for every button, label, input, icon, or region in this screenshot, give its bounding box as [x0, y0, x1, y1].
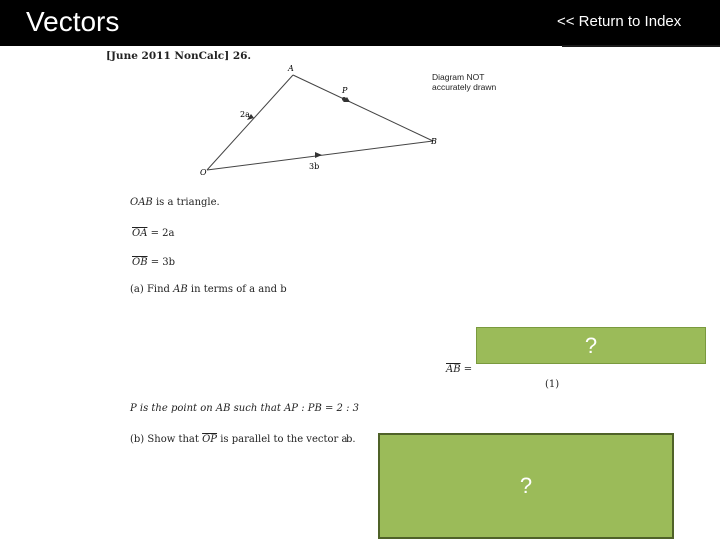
reveal-answer-b-button[interactable]: [378, 433, 674, 539]
diagram-note: [432, 72, 496, 92]
marks-a: (1): [545, 379, 560, 390]
p-statement-text-2: such that AP : PB = 2 : 3: [233, 403, 360, 414]
oa-line: [132, 228, 175, 239]
oa-value: = 2a: [150, 228, 175, 239]
answer-a-equals: =: [463, 364, 473, 375]
part-a-text-2: in terms of a and b: [190, 284, 287, 295]
label-3b: 3b: [309, 162, 320, 171]
page-title: Vectors: [26, 6, 120, 37]
part-b-label: (b): [130, 434, 145, 445]
ob-vector: $\overline{OB}$: [132, 257, 148, 268]
part-a-label: (a): [130, 284, 144, 295]
arrow-ob: [315, 152, 322, 158]
oa-vector: $\overline{OA}$: [132, 228, 148, 239]
return-to-index-link[interactable]: << Return to Index: [557, 13, 682, 30]
triangle-name: OAB: [130, 197, 153, 208]
part-a-line: [130, 284, 287, 295]
part-b-text-2: is parallel to the vector a: [220, 434, 348, 445]
point-p: [342, 97, 346, 101]
p-statement-text-1: P is the point on: [130, 403, 213, 414]
part-b-line: [130, 434, 347, 445]
question-source: [June 2011 NonCalc] 26.: [106, 50, 252, 62]
part-b-text-1: Show that: [147, 434, 199, 445]
p-statement: [130, 403, 359, 414]
label-b: B: [431, 137, 437, 146]
statement-line: [130, 197, 220, 208]
triangle-diagram: [190, 58, 450, 178]
label-a: A: [288, 64, 294, 73]
statement-text: is a triangle.: [155, 197, 220, 208]
part-a-vector: AB: [173, 284, 188, 295]
answer-a-line: [446, 364, 472, 375]
reveal-answer-a-label: ?: [584, 332, 598, 358]
answer-a-vector: $\overline{AB}$: [446, 364, 461, 375]
part-a-text-1: Find: [146, 284, 170, 295]
label-p: P: [342, 86, 348, 95]
diagram-note-line-1: Diagram NOT: [432, 72, 485, 82]
label-2a: 2a: [240, 110, 250, 119]
return-link-underline: [562, 45, 720, 47]
reveal-answer-b-label: ?: [519, 473, 533, 498]
label-o: O: [200, 168, 207, 177]
diagram-note-line-2: accurately drawn: [432, 82, 497, 92]
ob-line: [132, 257, 175, 268]
part-b-tail: b.: [346, 434, 356, 445]
part-b-vector: $\overline{OP}$: [202, 434, 218, 445]
reveal-answer-a-button[interactable]: [476, 327, 706, 364]
ob-value: = 3b: [150, 257, 176, 268]
p-statement-vector: AB: [215, 403, 231, 414]
